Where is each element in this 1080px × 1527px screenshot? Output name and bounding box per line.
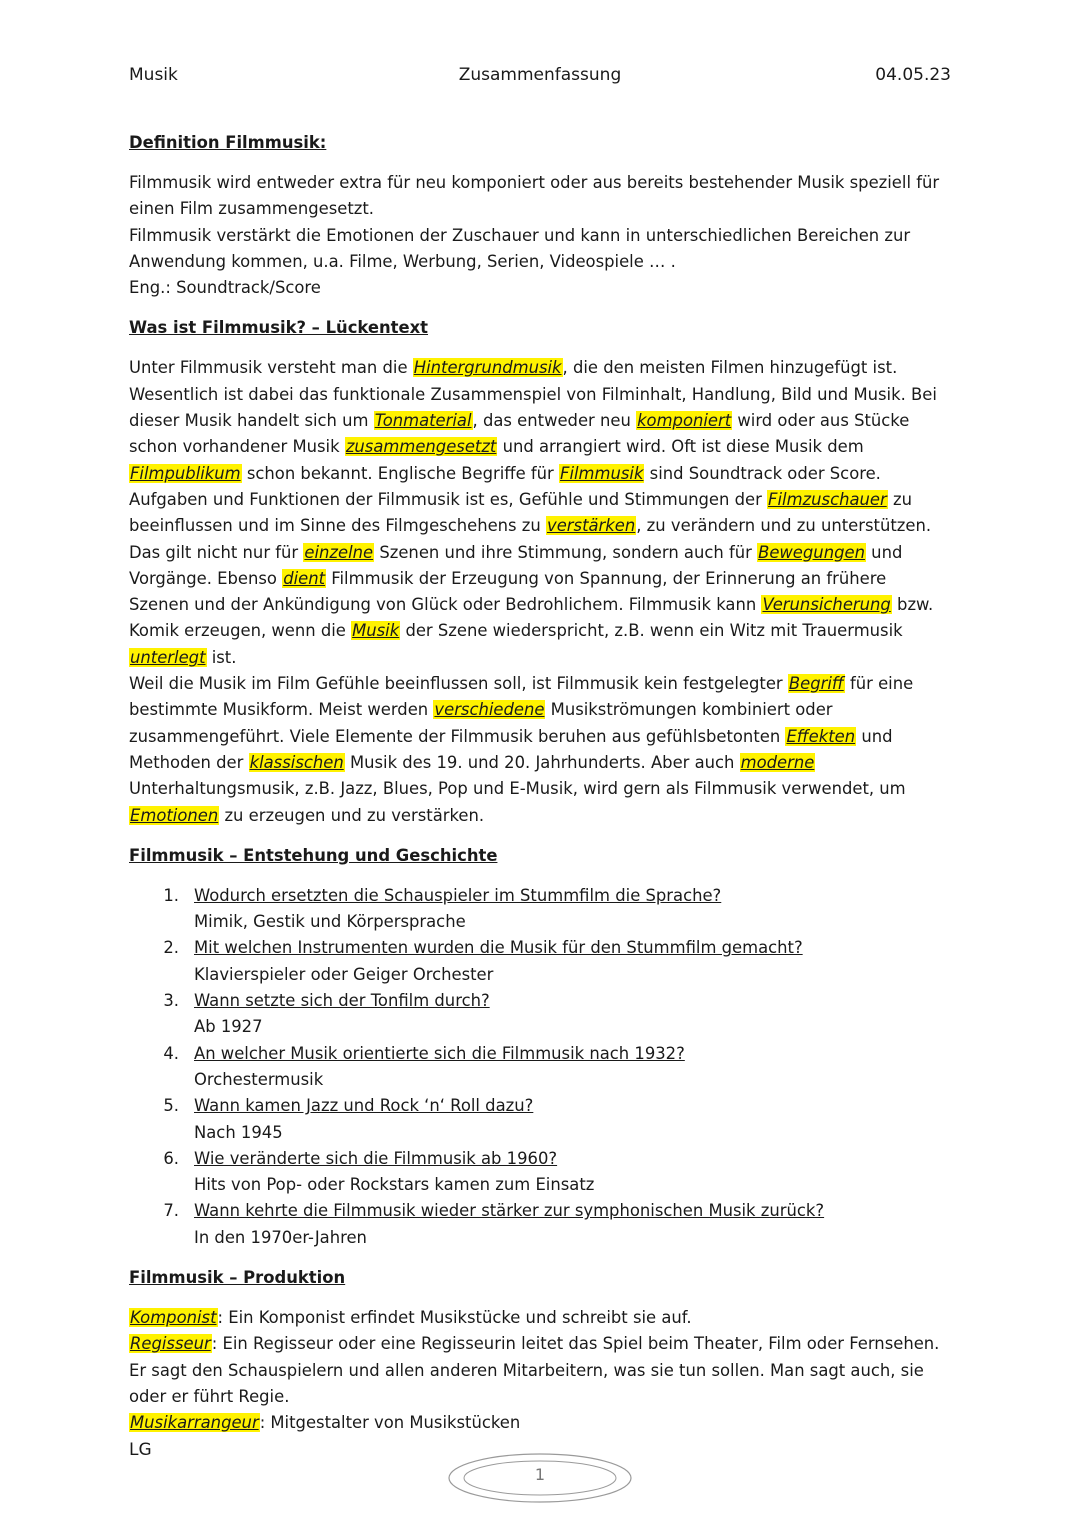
- item-answer: In den 1970er-Jahren: [194, 1227, 367, 1247]
- cloze-heading: Was ist Filmmusik? – Lückentext: [129, 318, 429, 338]
- item-question: Wann setzte sich der Tonfilm durch?: [194, 991, 490, 1011]
- item-number: 5.: [163, 1096, 179, 1116]
- cloze-answer: Effekten: [786, 726, 856, 746]
- cloze-text: Musikströmungen kombiniert oder zusammengeführt. Viele Elemente der Filmmusik beruhen aus gefühlsbetonten: [129, 700, 833, 746]
- production-heading: Filmmusik – Produktion: [129, 1267, 346, 1287]
- item-question: Wann kehrte die Filmmusik wieder stärker zur symphonischen Musik zurück?: [194, 1201, 825, 1221]
- cloze-text: Szenen und ihre Stimmung, sondern auch für: [374, 542, 758, 562]
- cloze-answer: zusammengesetzt: [345, 437, 497, 457]
- production-section: [129, 1265, 951, 1436]
- cloze-answer: Tonmaterial: [374, 411, 472, 431]
- item-number: 3.: [163, 991, 179, 1011]
- cloze-answer: klassischen: [249, 752, 344, 772]
- cloze-answer: Bewegungen: [758, 542, 865, 562]
- item-question: An welcher Musik orientierte sich die Filmmusik nach 1932?: [194, 1043, 685, 1063]
- history-heading: Filmmusik – Entstehung und Geschichte: [129, 845, 498, 865]
- cloze-text: wird oder aus Stücke schon vorhandener Musik: [129, 411, 910, 457]
- cloze-text: bzw. Komik erzeugen, wenn die: [129, 595, 934, 641]
- term-definition: : Ein Regisseur oder eine Regisseurin leitet das Spiel beim Theater, Film oder Fernsehen. Er sagt den Schauspielern und allen anderen Mitarbeitern, was sie tun sollen. Man sagt auch, sie oder er führt Regie.: [129, 1334, 940, 1406]
- page-number: 1: [534, 1465, 546, 1484]
- cloze-answer: einzelne: [304, 542, 374, 562]
- cloze-text: und arrangiert wird. Oft ist diese Musik dem: [497, 437, 864, 457]
- item-number: 7.: [163, 1201, 179, 1221]
- cloze-paragraph: [129, 355, 951, 486]
- cloze-text: der Szene wiederspricht, z.B. wenn ein Witz mit Trauermusik: [400, 621, 903, 641]
- list-item: [129, 1198, 951, 1251]
- item-answer: Ab 1927: [194, 1017, 263, 1037]
- term-highlight: Komponist: [130, 1307, 217, 1327]
- cloze-text: und Vorgänge. Ebenso: [129, 542, 903, 588]
- list-item: [129, 1146, 951, 1199]
- cloze-answer: Filmpublikum: [130, 463, 241, 483]
- cloze-text: Musik des 19. und 20. Jahrhunderts. Aber auch: [344, 752, 740, 772]
- cloze-text: , die den meisten Filmen hinzugefügt ist. Wesentlich ist dabei das funktionale Zusammenspiel von Filminhalt, Handlung, Bild und Musik. Bei dieser Musik handelt sich um: [129, 358, 937, 431]
- item-answer: Klavierspieler oder Geiger Orchester: [194, 964, 494, 984]
- cloze-text: , das entweder neu: [472, 411, 637, 431]
- list-item: [129, 935, 951, 988]
- cloze-text: zu erzeugen und zu verstärken.: [219, 805, 485, 825]
- cloze-answer: Musik: [352, 621, 400, 641]
- definition-heading: Definition Filmmusik:: [129, 133, 327, 152]
- cloze-answer: Begriff: [788, 674, 844, 694]
- term-definition: : Ein Komponist erfindet Musikstücke und schreibt sie auf.: [217, 1307, 692, 1327]
- cloze-answer: komponiert: [637, 411, 732, 431]
- item-number: 4.: [163, 1043, 179, 1063]
- production-entry: [129, 1410, 951, 1436]
- document-body: [129, 130, 951, 1450]
- cloze-answer: verschiedene: [434, 700, 545, 720]
- item-number: 2.: [163, 938, 179, 958]
- cloze-text: ist.: [206, 647, 237, 667]
- item-question: Mit welchen Instrumenten wurden die Musik für den Stummfilm gemacht?: [194, 938, 803, 958]
- cloze-text: schon bekannt. Englische Begriffe für: [241, 463, 560, 483]
- list-item: [129, 883, 951, 936]
- cloze-text: Unter Filmmusik versteht man die: [129, 358, 413, 378]
- list-item: [129, 988, 951, 1041]
- definition-line: Filmmusik wird entweder extra für neu komponiert oder aus bereits bestehender Musik speziell für einen Film zusammengesetzt.: [129, 173, 940, 219]
- history-question-list: [129, 883, 951, 1251]
- footer-initials: LG: [129, 1440, 152, 1460]
- header-subject: Musik: [129, 65, 178, 85]
- cloze-text: und Methoden der: [129, 726, 893, 772]
- cloze-answer: Verunsicherung: [762, 595, 891, 615]
- cloze-answer: dient: [283, 568, 326, 588]
- cloze-paragraph: [129, 487, 951, 671]
- production-entry: [129, 1305, 951, 1331]
- item-question: Wann kamen Jazz und Rock ‘n‘ Roll dazu?: [194, 1096, 534, 1116]
- cloze-text: zu beeinflussen und im Sinne des Filmgeschehens zu: [129, 489, 912, 536]
- cloze-answer: Filmmusik: [560, 463, 644, 483]
- definition-section: [129, 130, 951, 301]
- item-question: Wie veränderte sich die Filmmusik ab 1960?: [194, 1148, 558, 1168]
- item-answer: Orchestermusik: [194, 1069, 324, 1089]
- cloze-answer: unterlegt: [130, 647, 206, 667]
- item-question: Wodurch ersetzten die Schauspieler im Stummfilm die Sprache?: [194, 885, 722, 905]
- cloze-answer: Hintergrundmusik: [413, 358, 562, 378]
- item-answer: Nach 1945: [194, 1122, 283, 1142]
- cloze-text: Filmmusik der Erzeugung von Spannung, der Erinnerung an frühere Szenen und der Ankündigung von Glück oder Bedrohlichem. Filmmusik kann: [129, 568, 887, 615]
- history-section: [129, 843, 951, 1251]
- item-number: 6.: [163, 1148, 179, 1168]
- cloze-text: , zu verändern und zu unterstützen. Das gilt nicht nur für: [129, 516, 932, 562]
- cloze-answer: Emotionen: [130, 805, 219, 825]
- production-entry: [129, 1331, 951, 1410]
- cloze-text: sind Soundtrack oder Score.: [644, 463, 881, 483]
- cloze-answer: verstärken: [547, 516, 636, 536]
- definition-line: Filmmusik verstärkt die Emotionen der Zuschauer und kann in unterschiedlichen Bereichen zur Anwendung kommen, u.a. Filme, Werbung, Serien, Videospiele … .: [129, 225, 911, 271]
- term-highlight: Musikarrangeur: [130, 1413, 259, 1433]
- cloze-text: für eine bestimmte Musikform. Meist werden: [129, 674, 914, 720]
- list-item: [129, 1093, 951, 1146]
- item-answer: Mimik, Gestik und Körpersprache: [194, 912, 466, 932]
- term-highlight: Regisseur: [130, 1334, 211, 1354]
- item-answer: Hits von Pop- oder Rockstars kamen zum Einsatz: [194, 1175, 595, 1195]
- cloze-answer: moderne: [740, 752, 815, 772]
- cloze-text: Weil die Musik im Film Gefühle beeinflussen soll, ist Filmmusik kein festgelegter: [129, 674, 788, 694]
- page-number-badge: [447, 1452, 633, 1504]
- term-definition: : Mitgestalter von Musikstücken: [259, 1413, 521, 1433]
- cloze-section: [129, 315, 951, 828]
- cloze-paragraph: [129, 671, 951, 829]
- cloze-answer: Filmzuschauer: [768, 489, 887, 509]
- list-item: [129, 1041, 951, 1094]
- cloze-text: Unterhaltungsmusik, z.B. Jazz, Blues, Pop und E-Musik, wird gern als Filmmusik verwendet, um: [129, 779, 906, 799]
- header-date: 04.05.23: [875, 65, 951, 85]
- definition-line: Eng.: Soundtrack/Score: [129, 278, 321, 298]
- item-number: 1.: [163, 885, 179, 905]
- header-title: Zusammenfassung: [458, 65, 622, 85]
- cloze-text: Aufgaben und Funktionen der Filmmusik ist es, Gefühle und Stimmungen der: [129, 489, 768, 509]
